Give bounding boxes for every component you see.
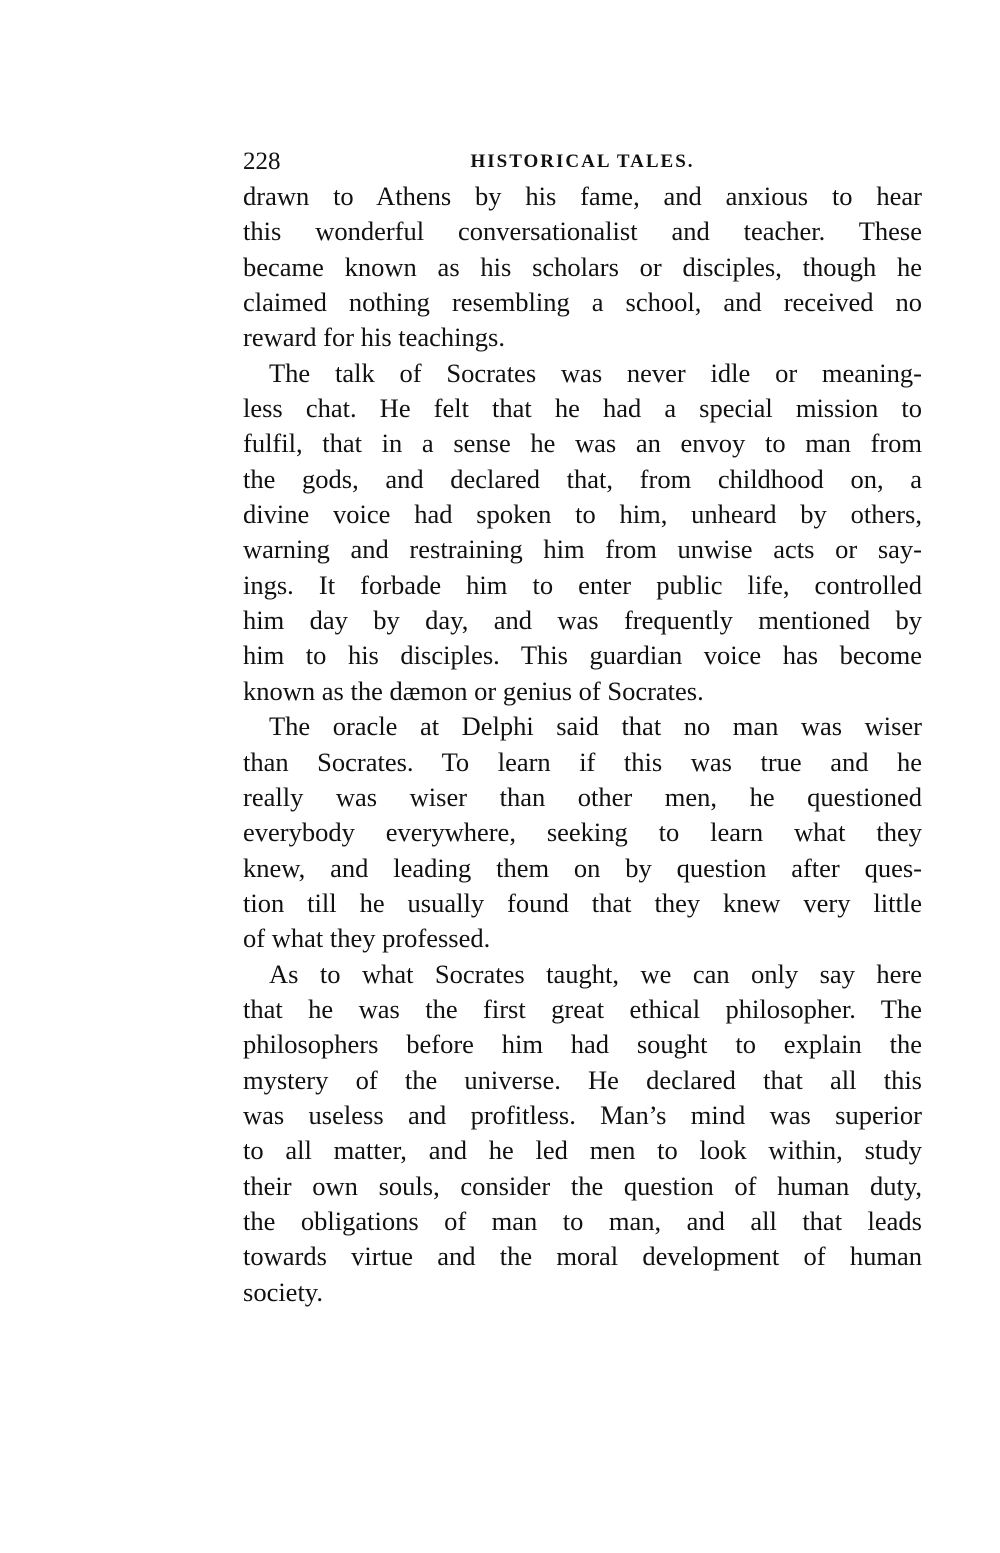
text-line: The oracle at Delphi said that no man was wiser xyxy=(269,711,922,742)
text-line: The talk of Socrates was never idle or meaning- xyxy=(269,357,922,388)
text-line: him day by day, and was frequently mentioned by xyxy=(243,605,922,636)
page-number: 228 xyxy=(243,148,281,175)
text-line: the gods, and declared that, from childhood on, a xyxy=(243,463,922,494)
running-title: HISTORICAL TALES. xyxy=(470,151,695,172)
text-line: drawn to Athens by his fame, and anxious to hear xyxy=(243,181,922,211)
text-line: the obligations of man to man, and all that leads xyxy=(243,1205,922,1236)
text-line: than Socrates. To learn if this was true and he xyxy=(243,746,922,777)
text-line: society. xyxy=(243,1276,323,1307)
text-line: their own souls, consider the question of human duty, xyxy=(243,1170,922,1201)
text-line: known as the dæmon or genius of Socrates. xyxy=(243,675,704,706)
text-line: that he was the first great ethical philosopher. The xyxy=(243,993,922,1024)
text-line: was useless and profitless. Man’s mind was superior xyxy=(243,1099,922,1130)
text-line: everybody everywhere, seeking to learn what they xyxy=(243,817,922,848)
text-line: this wonderful conversationalist and teacher. These xyxy=(243,216,922,247)
text-line: to all matter, and he led men to look within, study xyxy=(243,1135,922,1166)
page-body-text xyxy=(243,179,922,1310)
page-header xyxy=(243,148,922,182)
text-line: really was wiser than other men, he questioned xyxy=(243,781,922,812)
text-line: reward for his teachings. xyxy=(243,322,505,353)
text-line: As to what Socrates taught, we can only say here xyxy=(269,958,922,989)
text-line: became known as his scholars or disciples, though he xyxy=(243,251,922,282)
text-line: divine voice had spoken to him, unheard by others, xyxy=(243,499,922,530)
text-line: ings. It forbade him to enter public life, controlled xyxy=(243,569,922,600)
text-line: warning and restraining him from unwise acts or say- xyxy=(243,534,922,565)
text-line: him to his disciples. This guardian voice has become xyxy=(243,640,922,671)
text-line: claimed nothing resembling a school, and received no xyxy=(243,287,922,318)
text-line: less chat. He felt that he had a special mission to xyxy=(243,393,922,424)
text-line: mystery of the universe. He declared that all this xyxy=(243,1064,922,1095)
text-line: fulfil, that in a sense he was an envoy to man from xyxy=(243,428,922,459)
text-line: philosophers before him had sought to explain the xyxy=(243,1029,922,1060)
text-line: towards virtue and the moral development of human xyxy=(243,1241,922,1272)
text-line: tion till he usually found that they knew very little xyxy=(243,887,922,918)
text-line: of what they professed. xyxy=(243,923,491,954)
text-line: knew, and leading them on by question after ques- xyxy=(243,852,922,883)
